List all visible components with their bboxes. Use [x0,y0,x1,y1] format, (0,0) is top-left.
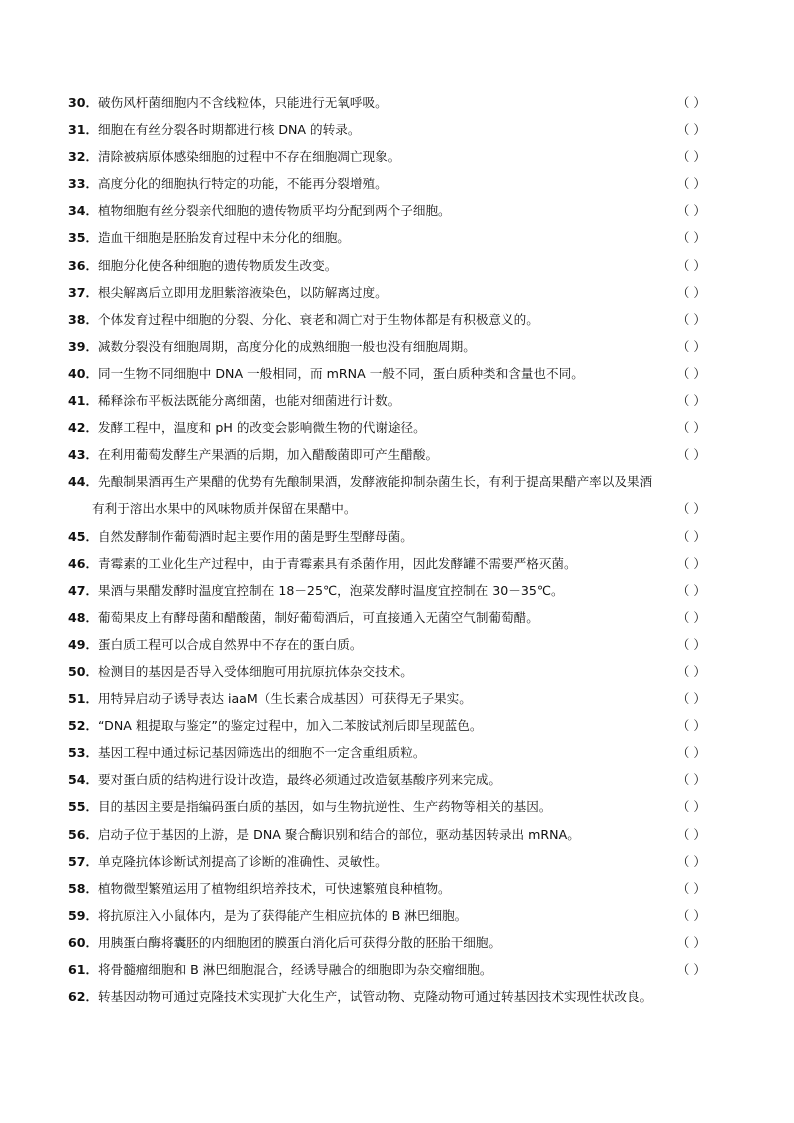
question-number: 59． [68,907,99,923]
question-text: 目的基因主要是指编码蛋白质的基因，如与生物抗逆性、生产药物等相关的基因。 [98,799,552,815]
question-text: 植物微型繁殖运用了植物组织培养技术，可快速繁殖良种植物。 [98,880,451,896]
answer-bracket[interactable]: （ ） [676,880,706,896]
question-number: 52． [68,718,99,734]
question-item [68,821,728,848]
question-text: 蛋白质工程可以合成自然界中不存在的蛋白质。 [98,636,363,652]
question-text: 青霉素的工业化生产过程中，由于青霉素具有杀菌作用，因此发酵罐不需要严格灭菌。 [98,555,577,571]
question-number: 55． [68,799,99,815]
question-text: 基因工程中通过标记基因筛选出的细胞不一定含重组质粒。 [98,745,426,761]
answer-bracket[interactable]: （ ） [676,203,706,219]
question-item [68,631,728,658]
answer-bracket[interactable]: （ ） [676,284,706,300]
question-item [68,333,728,360]
question-item [68,604,728,631]
question-item [68,468,728,522]
question-text: 细胞在有丝分裂各时期都进行核 DNA 的转录。 [98,122,361,138]
question-item [68,306,728,333]
answer-bracket[interactable]: （ ） [676,907,706,923]
question-item [68,89,728,116]
question-text: 清除被病原体感染细胞的过程中不存在细胞凋亡现象。 [98,149,401,165]
question-item [68,414,728,441]
question-item [68,523,728,550]
question-number: 44． [68,474,99,490]
question-text: 稀释涂布平板法既能分离细菌，也能对细菌进行计数。 [98,393,401,409]
question-item [68,712,728,739]
question-item [68,929,728,956]
answer-bracket[interactable]: （ ） [676,663,706,679]
question-item [68,550,728,577]
question-text: 造血干细胞是胚胎发育过程中未分化的细胞。 [98,230,350,246]
question-number: 51． [68,691,99,707]
question-number: 39． [68,338,99,354]
question-text: 用胰蛋白酶将囊胚的内细胞团的膜蛋白消化后可获得分散的胚胎干细胞。 [98,934,501,950]
question-item [68,197,728,224]
question-item [68,658,728,685]
answer-bracket[interactable]: （ ） [676,501,706,517]
question-item [68,387,728,414]
question-text: 破伤风杆菌细胞内不含线粒体，只能进行无氧呼吸。 [98,95,388,110]
answer-bracket[interactable]: （ ） [676,609,706,625]
question-number: 61． [68,962,99,977]
question-number: 43． [68,447,99,463]
question-number: 30． [68,95,99,110]
question-text: 单克隆抗体诊断试剂提高了诊断的准确性、灵敏性。 [98,853,388,869]
question-item [68,116,728,143]
answer-bracket[interactable]: （ ） [676,745,706,761]
answer-bracket[interactable]: （ ） [676,149,706,165]
answer-bracket[interactable]: （ ） [676,718,706,734]
question-text: 发酵工程中，温度和 pH 的改变会影响微生物的代谢途径。 [98,420,426,436]
question-item [68,956,728,983]
question-number: 62． [68,989,99,1005]
answer-bracket[interactable]: （ ） [676,95,706,110]
question-item [68,685,728,712]
question-text: 将骨髓瘤细胞和 B 淋巴细胞混合，经诱导融合的细胞即为杂交瘤细胞。 [98,962,493,977]
question-text: 细胞分化使各种细胞的遗传物质发生改变。 [98,257,338,273]
question-text: 减数分裂没有细胞周期，高度分化的成熟细胞一般也没有细胞周期。 [98,338,476,354]
question-text: 同一生物不同细胞中 DNA 一般相同，而 mRNA 一般不同，蛋白质种类和含量也不同。 [98,365,584,381]
question-item [68,279,728,306]
question-item [68,170,728,197]
answer-bracket[interactable]: （ ） [676,934,706,950]
question-item [68,983,728,1010]
answer-bracket[interactable]: （ ） [676,311,706,327]
question-number: 50． [68,663,99,679]
question-item [68,252,728,279]
question-list [68,89,728,1010]
question-text: 果酒与果醋发酵时温度宜控制在 18－25℃，泡菜发酵时温度宜控制在 30－35℃。 [98,582,564,598]
question-number: 46． [68,555,99,571]
question-item [68,875,728,902]
answer-bracket[interactable]: （ ） [676,338,706,354]
question-text-continued: 有利于溶出水果中的风味物质并保留在果醋中。 [92,501,357,517]
question-text: 要对蛋白质的结构进行设计改造，最终必须通过改造氨基酸序列来完成。 [98,772,501,788]
answer-bracket[interactable]: （ ） [676,582,706,598]
answer-bracket[interactable]: （ ） [676,230,706,246]
question-number: 40． [68,365,99,381]
question-item [68,793,728,820]
question-number: 45． [68,528,99,544]
answer-bracket[interactable]: （ ） [676,393,706,409]
question-number: 35． [68,230,99,246]
question-text: 植物细胞有丝分裂亲代细胞的遗传物质平均分配到两个子细胞。 [98,203,451,219]
question-number: 33． [68,176,99,192]
answer-bracket[interactable]: （ ） [676,176,706,192]
answer-bracket[interactable]: （ ） [676,691,706,707]
question-number: 53． [68,745,99,761]
question-number: 36． [68,257,99,273]
answer-bracket[interactable]: （ ） [676,853,706,869]
answer-bracket[interactable]: （ ） [676,122,706,138]
question-number: 31． [68,122,99,138]
question-number: 37． [68,284,99,300]
question-item [68,441,728,468]
answer-bracket[interactable]: （ ） [676,772,706,788]
question-number: 42． [68,420,99,436]
question-number: 58． [68,880,99,896]
question-number: 34． [68,203,99,219]
question-number: 54． [68,772,99,788]
question-text: 高度分化的细胞执行特定的功能，不能再分裂增殖。 [98,176,388,192]
question-text: 启动子位于基因的上游，是 DNA 聚合酶识别和结合的部位，驱动基因转录出 mRNA。 [98,826,580,842]
question-number: 56． [68,826,99,842]
question-text: “DNA 粗提取与鉴定”的鉴定过程中，加入二苯胺试剂后即呈现蓝色。 [98,718,483,734]
question-number: 32． [68,149,99,165]
question-text: 在利用葡萄发酵生产果酒的后期，加入醋酸菌即可产生醋酸。 [98,447,439,463]
answer-bracket[interactable]: （ ） [676,962,706,977]
question-number: 41． [68,393,99,409]
question-number: 60． [68,934,99,950]
question-item [68,902,728,929]
question-item [68,766,728,793]
answer-bracket[interactable]: （ ） [676,636,706,652]
answer-bracket[interactable]: （ ） [676,447,706,463]
answer-bracket[interactable]: （ ） [676,555,706,571]
question-text: 检测目的基因是否导入受体细胞可用抗原抗体杂交技术。 [98,663,413,679]
question-item [68,360,728,387]
question-item [68,143,728,170]
answer-bracket[interactable]: （ ） [676,826,706,842]
question-item [68,739,728,766]
question-text: 根尖解离后立即用龙胆紫溶液染色，以防解离过度。 [98,284,388,300]
answer-bracket[interactable]: （ ） [676,365,706,381]
question-text: 葡萄果皮上有酵母菌和醋酸菌，制好葡萄酒后，可直接通入无菌空气制葡萄醋。 [98,609,539,625]
question-number: 48． [68,609,99,625]
question-number: 57． [68,853,99,869]
question-item [68,848,728,875]
question-text: 用特异启动子诱导表达 iaaM（生长素合成基因）可获得无子果实。 [98,691,472,707]
question-number: 38． [68,311,99,327]
answer-bracket[interactable]: （ ） [676,420,706,436]
question-text: 自然发酵制作葡萄酒时起主要作用的菌是野生型酵母菌。 [98,528,413,544]
question-item [68,577,728,604]
question-text: 转基因动物可通过克隆技术实现扩大化生产，试管动物、克隆动物可通过转基因技术实现性状改良。 [98,989,653,1005]
question-text: 将抗原注入小鼠体内，是为了获得能产生相应抗体的 B 淋巴细胞。 [98,907,468,923]
answer-bracket[interactable]: （ ） [676,799,706,815]
question-item [68,224,728,251]
answer-bracket[interactable]: （ ） [676,528,706,544]
question-text: 先酿制果酒再生产果醋的优势有先酿制果酒，发酵液能抑制杂菌生长，有利于提高果醋产率以及果酒 [98,474,653,490]
question-number: 47． [68,582,99,598]
question-text: 个体发育过程中细胞的分裂、分化、衰老和凋亡对于生物体都是有积极意义的。 [98,311,539,327]
answer-bracket[interactable]: （ ） [676,257,706,273]
question-number: 49． [68,636,99,652]
